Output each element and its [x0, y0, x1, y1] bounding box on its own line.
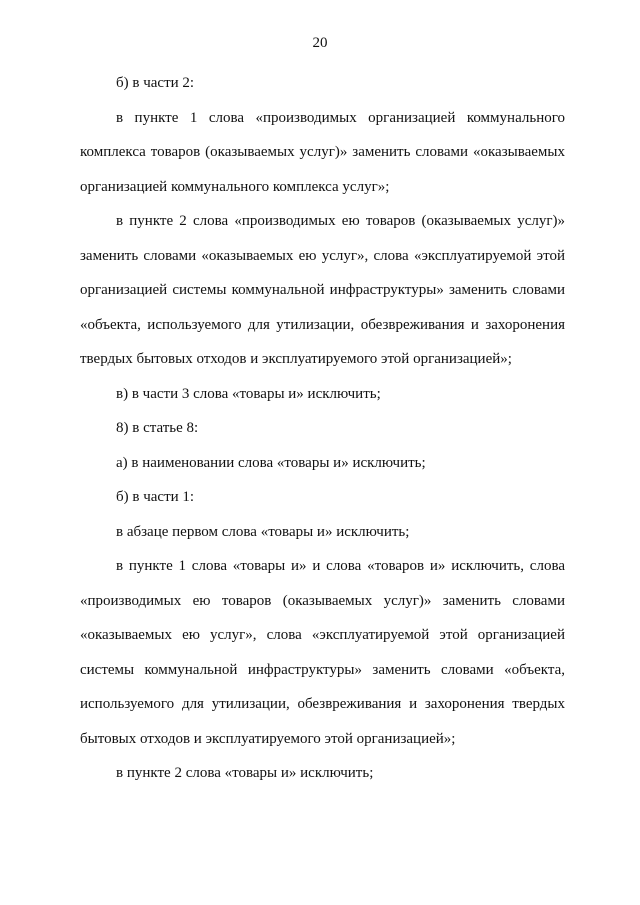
- paragraph-first-abzac: в абзаце первом слова «товары и» исключить;: [116, 523, 410, 540]
- paragraph-v-part-3: в) в части 3 слова «товары и» исключить;: [116, 385, 381, 402]
- paragraph-item-2-short: в пункте 2 слова «товары и» исключить;: [116, 765, 374, 781]
- document-body: [80, 66, 565, 791]
- paragraph-a-title: а) в наименовании слова «товары и» исключить;: [116, 454, 426, 471]
- paragraph-item-1-replacement: в пункте 1 слова «производимых организацией коммунального комплекса товаров (оказываемых услуг)» заменить словами «оказываемых организацией коммунального комплекса услуг»;: [80, 109, 565, 195]
- page-number: 20: [312, 35, 328, 51]
- paragraph-b-part-2: б) в части 2:: [116, 75, 195, 91]
- paragraph-article-8: 8) в статье 8:: [116, 420, 199, 436]
- paragraph-item-2-replacement: в пункте 2 слова «производимых ею товаров (оказываемых услуг)» заменить словами «оказываемых ею услуг», слова «эксплуатируемой этой организацией системы коммунальной инфраструктуры» заменить словами «объекта, используемого для утилизации, обезвреживания и захоронения твердых бытовых отходов и эксплуатируемого этой организацией»;: [80, 213, 565, 367]
- paragraph-item-1-long: в пункте 1 слова «товары и» и слова «товаров и» исключить, слова «производимых ею товаров (оказываемых услуг)» заменить словами «оказываемых ею услуг», слова «эксплуатируемой этой организацией системы коммунальной инфраструктуры» заменить словами «объекта, используемого для утилизации, обезвреживания и захоронения твердых бытовых отходов и эксплуатируемого этой организацией»;: [80, 558, 565, 747]
- paragraph-b-part-1: б) в части 1:: [116, 489, 195, 505]
